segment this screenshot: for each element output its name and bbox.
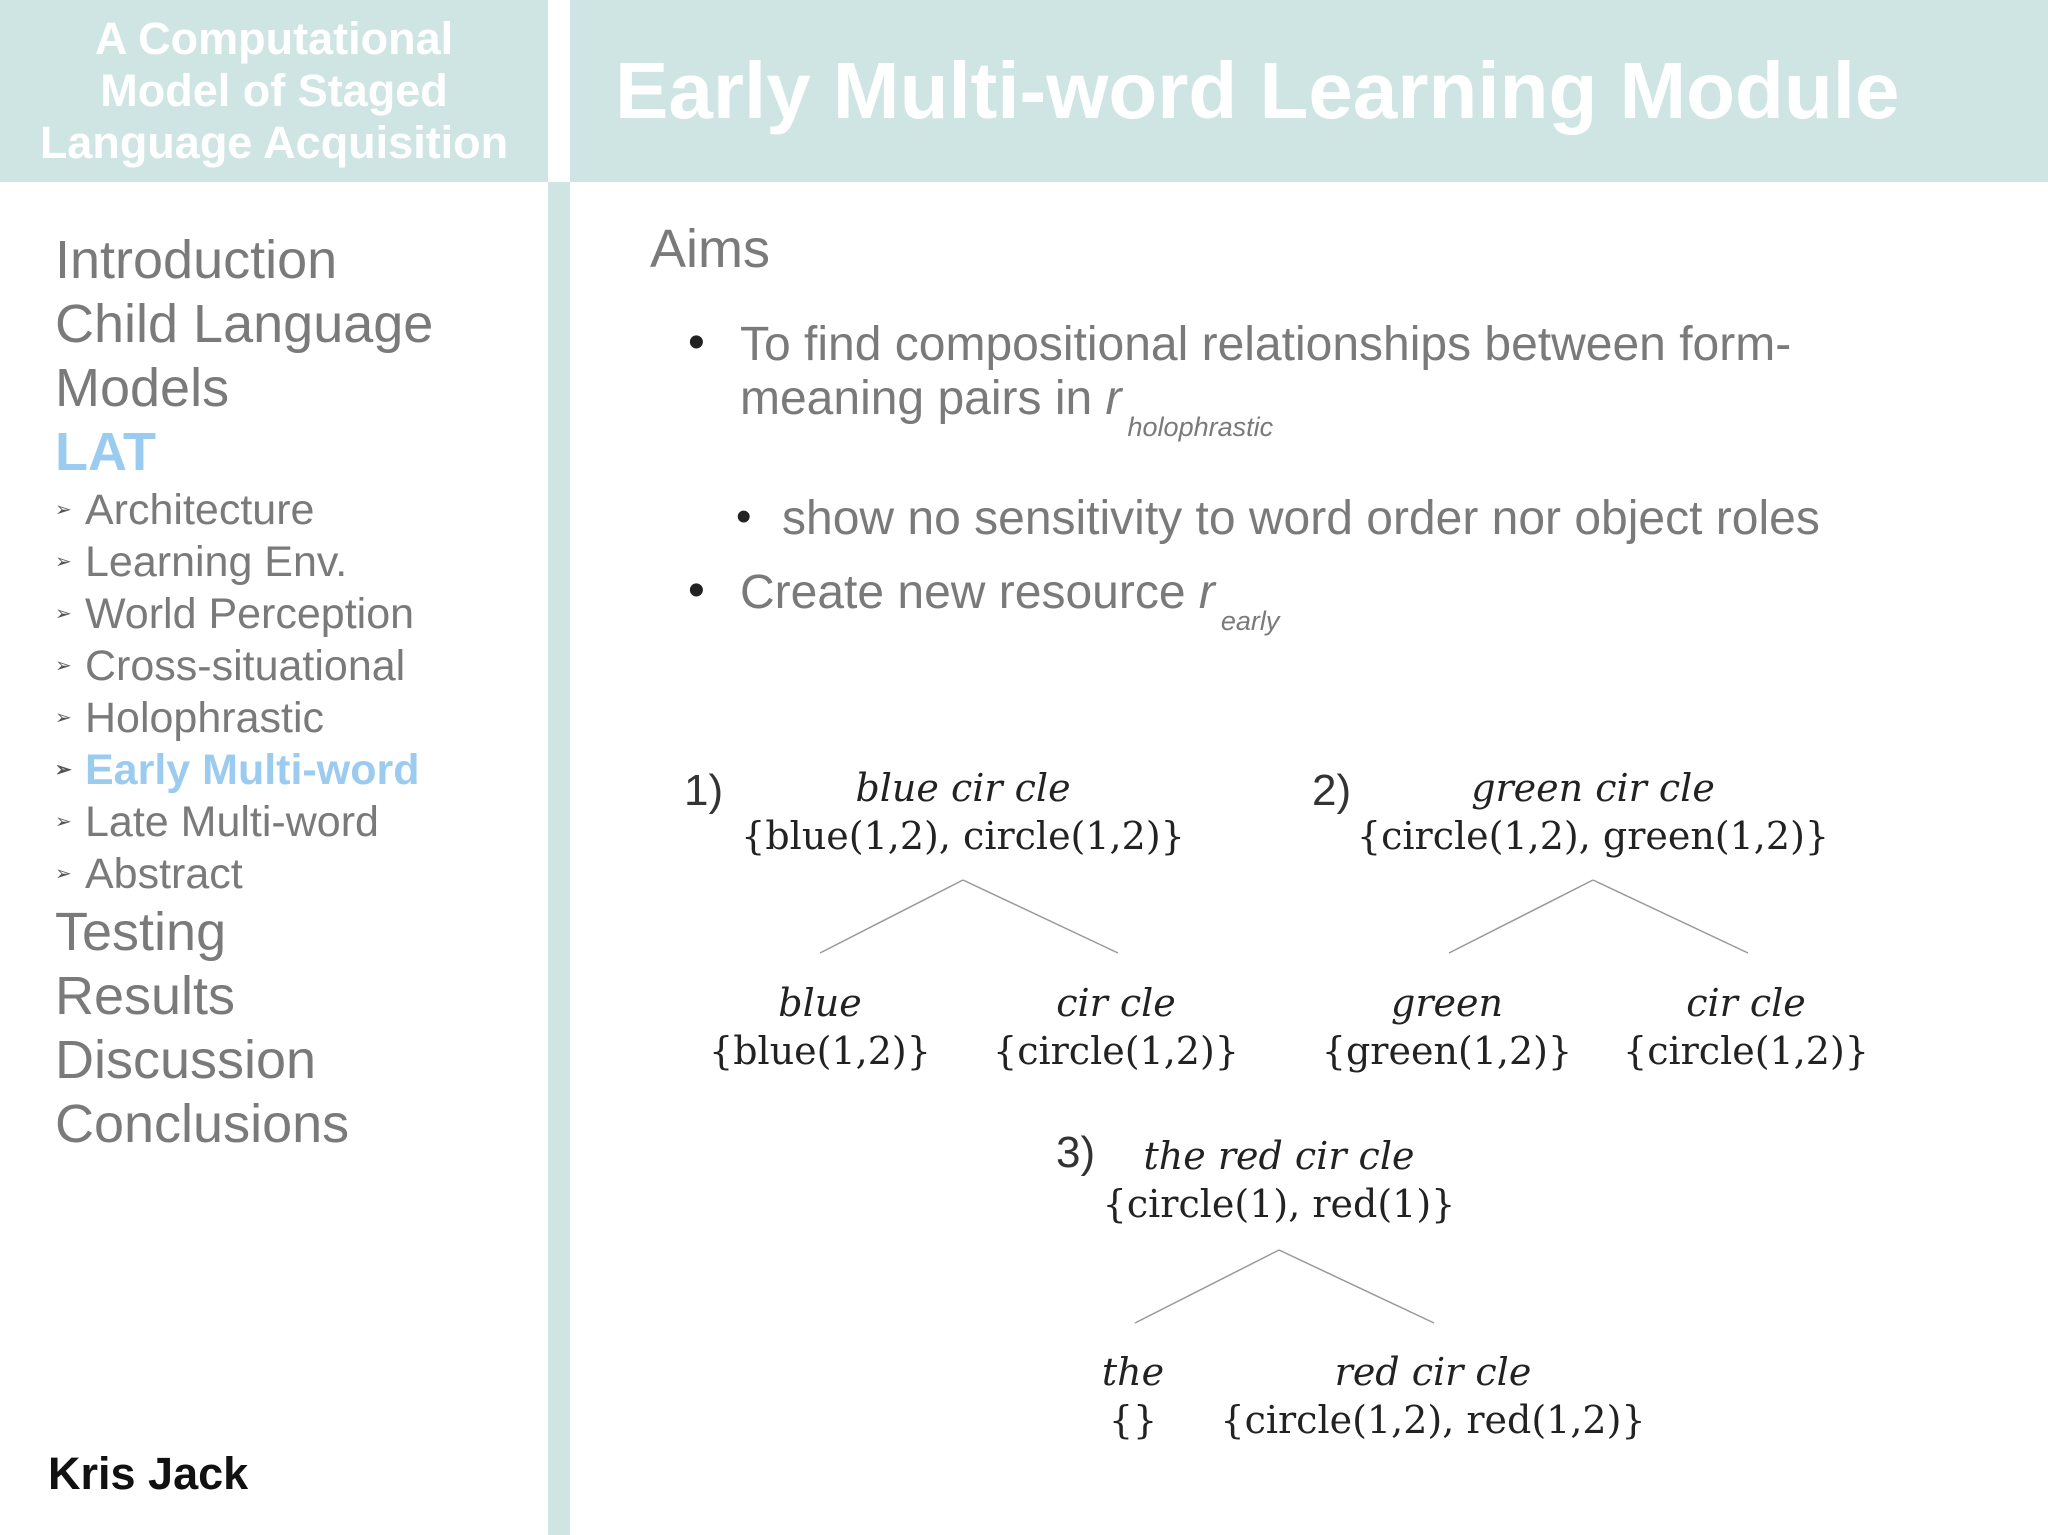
arrow-icon: ➢ [55,655,72,677]
bullet-icon: • [688,316,705,369]
root-meaning: {circle(1,2), green(1,2)} [1356,814,1830,858]
sub-bullet-text: show no sensitivity to word order nor object roles [782,492,1820,545]
right-meaning: {circle(1,2), red(1,2)} [1220,1398,1646,1442]
tree-right-node [993,979,1239,1075]
course-title-line: Language Acquisition [39,117,509,168]
nav-item-results[interactable]: Results [55,966,236,1026]
arrow-icon: ➢ [55,603,72,625]
root-words: green cir cle [1471,766,1715,810]
left-words: the [1101,1350,1165,1394]
resource-symbol: r [1198,566,1215,619]
nav-subitem-label: Architecture [85,486,315,534]
nav-subitem-holophrastic[interactable] [55,692,535,744]
derivation-tree-2 [1308,760,1908,1090]
left-meaning: {} [1108,1398,1158,1442]
bullet-text: meaning pairs in [740,372,1093,425]
slide-title: Early Multi-word Learning Module [570,0,2048,182]
tree-number: 3) [1056,1128,1096,1177]
section-heading: Aims [650,219,770,279]
slide-content [650,218,2010,648]
bullet-text: Create new resource [740,566,1186,619]
left-words: green [1391,981,1503,1025]
nav-subitem-label: Abstract [85,850,243,898]
nav-subitem-late-multi-word[interactable] [55,796,535,848]
bullet-text: To find compositional relationships between form- [740,318,1792,371]
nav-subitem-learning-env[interactable] [55,536,535,588]
resource-subscript: early [1220,606,1280,636]
nav-item-discussion[interactable]: Discussion [55,1030,317,1090]
nav-item-conclusions[interactable]: Conclusions [55,1094,350,1154]
nav-item-child-language[interactable]: Child Language [55,294,434,354]
arrow-icon: ➢ [55,551,72,573]
root-meaning: {blue(1,2), circle(1,2)} [741,814,1185,858]
nav-subitem-abstract[interactable] [55,848,535,900]
nav-subitem-label: Learning Env. [85,538,348,586]
resource-symbol: r [1105,372,1122,425]
tree-right-node [1623,979,1869,1075]
outline-nav [55,228,535,1156]
tree-right-node [1220,1348,1645,1444]
nav-item-models[interactable]: Models [55,358,230,418]
arrow-icon: ➢ [55,863,72,885]
nav-subitem-label: Holophrastic [85,694,324,742]
left-words: blue [778,981,862,1025]
bullet-icon: • [736,492,752,541]
root-meaning: {circle(1), red(1)} [1102,1182,1456,1226]
course-title-line: A Computational [94,13,454,64]
nav-item-introduction[interactable]: Introduction [55,230,338,290]
tree-left-node [709,979,931,1075]
nav-subitem-architecture[interactable] [55,484,535,536]
arrow-icon: ➢ [55,811,72,833]
course-title [0,0,548,182]
nav-subitem-label: World Perception [85,590,415,638]
tree-left-node [1322,979,1572,1075]
root-words: the red cir cle [1143,1134,1415,1178]
nav-subitem-world-perception[interactable] [55,588,535,640]
arrow-icon: ➢ [55,759,72,781]
author-name: Kris Jack [48,1448,249,1499]
nav-item-testing[interactable]: Testing [55,902,227,962]
bullet-item [650,566,2010,648]
left-meaning: {blue(1,2)} [709,1029,931,1073]
tree-number: 1) [684,766,724,815]
sub-bullet-item [650,492,2010,546]
resource-subscript: holophrastic [1127,412,1274,442]
arrow-icon: ➢ [55,499,72,521]
right-words: cir cle [1686,981,1806,1025]
nav-subitem-early-multi-word[interactable] [55,744,535,796]
left-meaning: {green(1,2)} [1321,1029,1573,1073]
right-meaning: {circle(1,2)} [1623,1029,1869,1073]
column-divider [548,182,570,1535]
right-words: red cir cle [1334,1350,1532,1394]
course-title-line: Model of Staged [100,65,448,116]
root-words: blue cir cle [855,766,1071,810]
nav-item-lat[interactable]: LAT [55,422,156,482]
bullet-icon: • [688,564,705,617]
nav-subitem-label: Cross-situational [85,642,406,690]
nav-subitem-label: Late Multi-word [85,798,379,846]
nav-subitem-cross-situational[interactable] [55,640,535,692]
arrow-icon: ➢ [55,707,72,729]
right-meaning: {circle(1,2)} [993,1029,1239,1073]
tree-number: 2) [1312,766,1352,815]
right-words: cir cle [1056,981,1176,1025]
derivation-tree-1 [680,760,1280,1090]
header-gap [548,0,570,182]
derivation-tree-3 [1050,1128,1650,1458]
tree-left-node [1102,1348,1164,1444]
bullet-item [650,318,2010,454]
nav-subitem-label: Early Multi-word [85,746,420,794]
